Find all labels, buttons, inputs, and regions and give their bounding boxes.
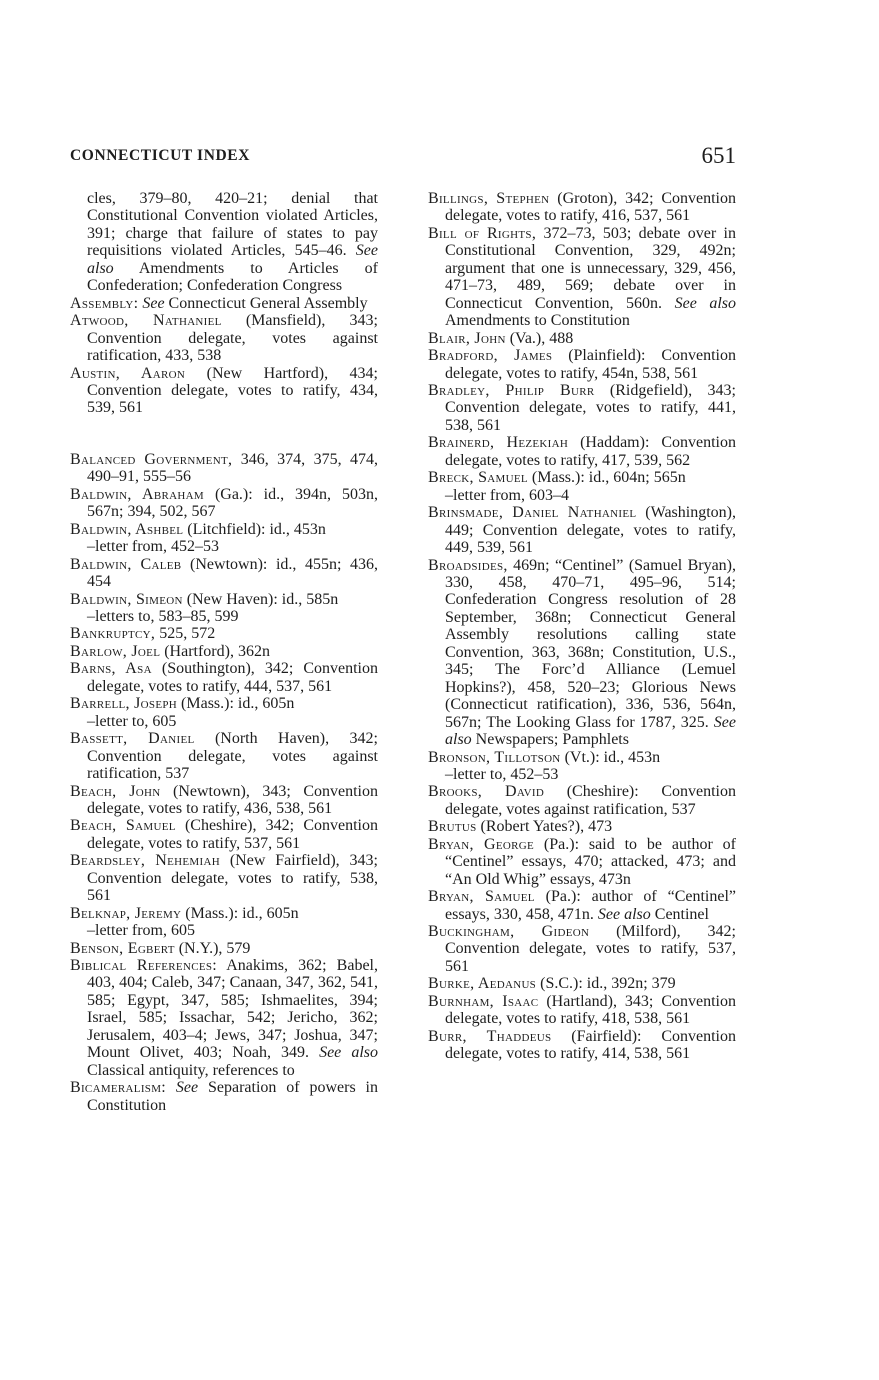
index-subentry <box>428 766 736 783</box>
entry-text: See Separation of powers in Constitution <box>87 1079 379 1114</box>
entry-heading: Beach, John <box>70 782 161 800</box>
index-subentry <box>70 713 378 730</box>
index-entry <box>70 940 378 957</box>
entry-text: Anakims, 362; Babel, 403, 404; Caleb, 347; Canaan, 347, 362, 541, 585; Egypt, 347, 585; Ishmaelites, 394; Israel, 585; Issachar, 542; Jericho, 362; Jerusalem, 403–4; Jews, 347; Joshua, 347; Mount Olivet, 403; Noah, 349. See also Classical antiquity, references to <box>87 957 379 1079</box>
entry-text: (N.Y.), 579 <box>174 939 251 957</box>
entry-text: (Fairfield): Convention delegate, votes to ratify, 414, 538, 561 <box>445 1027 737 1063</box>
entry-text: (Newtown), 343; Convention delegate, votes to ratify, 436, 538, 561 <box>87 782 378 817</box>
index-subentry <box>70 538 378 555</box>
entry-heading: Belknap, Jeremy <box>70 904 182 922</box>
entry-text: (New Hartford), 434; Convention delegate, votes to ratify, 434, 539, 561 <box>87 364 378 417</box>
entry-heading: Bradley, Philip Burr <box>428 381 595 399</box>
entry-heading: Blair, John <box>428 329 506 347</box>
index-entry <box>428 504 736 556</box>
entry-text: (Pa.): said to be author of “Centinel” essays, 470; attacked, 473; and “An Old Whig” essays, 473n <box>445 835 736 888</box>
page-number: 651 <box>701 143 736 168</box>
entry-heading: Baldwin, Abraham <box>70 485 204 503</box>
entry-text: 346, 374, 375, 474, 490–91, 555–56 <box>87 450 379 486</box>
index-entry <box>70 521 378 538</box>
index-entry <box>428 749 736 766</box>
page-header <box>70 143 736 173</box>
entry-heading: Beach, Samuel <box>70 817 176 835</box>
entry-text: –letter from, 452–53 <box>87 538 219 556</box>
entry-text: –letter from, 603–4 <box>445 486 569 504</box>
entry-text: 525, 572 <box>155 625 216 643</box>
entry-text: (Ga.): id., 394n, 503n, 567n; 394, 502, 567 <box>87 485 378 521</box>
index-entry <box>70 1079 378 1114</box>
entry-heading: Balanced Government, <box>70 450 233 468</box>
entry-heading: Baldwin, Caleb <box>70 555 182 573</box>
index-subentry <box>70 922 378 939</box>
entry-text: (Hartland), 343; Convention delegate, votes to ratify, 418, 538, 561 <box>445 992 736 1028</box>
index-entry <box>428 434 736 469</box>
index-entry <box>70 591 378 608</box>
entry-heading: Barrell, Joseph <box>70 695 178 713</box>
index-entry <box>70 695 378 712</box>
entry-heading: Assembly: <box>70 294 139 312</box>
entry-heading: Burke, Aedanus <box>428 975 537 993</box>
entry-heading: Brainerd, Hezekiah <box>428 434 569 452</box>
entry-text: (Vt.): id., 453n <box>560 748 661 766</box>
entry-heading: Burr, Thaddeus <box>428 1027 552 1045</box>
index-entry <box>428 836 736 888</box>
index-entry <box>70 486 378 521</box>
entry-text: (Haddam): Convention delegate, votes to ratify, 417, 539, 562 <box>445 434 736 469</box>
entry-heading: Breck, Samuel <box>428 469 528 487</box>
entry-heading: Broadsides, <box>428 556 508 574</box>
entry-heading: Baldwin, Ashbel <box>70 520 184 538</box>
entry-text: cles, 379–80, 420–21; denial that Constitutional Convention violated Articles, 391; charge that failure of states to pay requisitions violated Articles, 545–46. See also Amendments to Articles of Confederation; Confederation Congress <box>87 190 378 295</box>
entry-text: (Robert Yates?), 473 <box>476 818 613 836</box>
index-entry <box>70 625 378 642</box>
index-entry <box>428 975 736 992</box>
entry-heading: Bill of Rights, <box>428 224 537 242</box>
entry-heading: Bicameralism: <box>70 1079 167 1097</box>
index-subentry <box>70 608 378 625</box>
entry-heading: Brinsmade, Daniel Nathaniel <box>428 504 637 522</box>
index-subentry <box>428 487 736 504</box>
index-column-left <box>70 190 378 1114</box>
index-entry <box>428 225 736 330</box>
index-entry <box>428 330 736 347</box>
entry-text: (Ridgefield), 343; Convention delegate, votes to ratify, 441, 538, 561 <box>445 381 736 434</box>
entry-text: 372–73, 503; debate over in Constitutional Convention, 329, 492n; argument that one is unnecessary, 329, 456, 471–73, 489, 569; debate over in Connecticut Convention, 560n. See also Amendments to Constitution <box>445 224 737 330</box>
entry-text: (Milford), 342; Convention delegate, votes to ratify, 537, 561 <box>445 923 736 975</box>
index-column-right <box>428 190 736 1063</box>
section-spacer <box>70 417 378 451</box>
index-entry <box>428 190 736 225</box>
entry-text: –letter from, 605 <box>87 922 195 940</box>
entry-text: (Mansfield), 343; Convention delegate, votes against ratification, 433, 538 <box>87 312 378 365</box>
entry-text: –letter to, 452–53 <box>445 765 559 783</box>
entry-text: –letter to, 605 <box>87 712 177 730</box>
index-entry <box>70 295 378 312</box>
entry-heading: Atwood, Nathaniel <box>70 312 222 330</box>
entry-text: (Mass.): id., 604n; 565n <box>527 469 686 487</box>
entry-text: (North Haven), 342; Convention delegate, votes against ratification, 537 <box>87 730 378 783</box>
entry-text: (Hartford), 362n <box>160 642 270 660</box>
index-entry <box>428 818 736 835</box>
index-entry <box>428 557 736 749</box>
entry-heading: Bassett, Daniel <box>70 730 195 748</box>
entry-text: (Litchfield): id., 453n <box>183 520 326 538</box>
index-entry <box>428 469 736 486</box>
entry-text: (Cheshire): Convention delegate, votes against ratification, 537 <box>445 783 736 818</box>
entry-text: (Mass.): id., 605n <box>177 695 295 713</box>
entry-text: (S.C.): id., 392n; 379 <box>536 975 676 993</box>
entry-text: (Newtown): id., 455n; 436, 454 <box>87 555 379 591</box>
index-entry <box>70 817 378 852</box>
entry-text: 469n; “Centinel” (Samuel Bryan), 330, 458, 470–71, 495–96, 514; Confederation Congress resolution of 28 September, 368n; Connecticut General Assembly resolutions calling state Convention, 363, 368n; Constitution, U.S., 345; The Forc’d Alliance (Lemuel Hopkins?), 458, 520–23; Glorious News (Connecticut ratification), 336, 536, 564n, 567n; The Looking Glass for 1787, 325. See also Newspapers; Pamphlets <box>445 556 736 749</box>
index-entry <box>428 347 736 382</box>
index-entry <box>428 783 736 818</box>
index-entry <box>428 993 736 1028</box>
index-entry <box>70 643 378 660</box>
index-entry <box>428 923 736 975</box>
entry-heading: Biblical References: <box>70 957 218 975</box>
entry-text: (Mass.): id., 605n <box>181 904 299 922</box>
index-entry <box>428 888 736 923</box>
entry-text: (Cheshire), 342; Convention delegate, votes to ratify, 537, 561 <box>87 817 378 852</box>
entry-heading: Bronson, Tillotson <box>428 748 561 766</box>
entry-text: (Pa.): author of “Centinel” essays, 330, 458, 471n. See also Centinel <box>445 888 737 923</box>
entry-heading: Buckingham, Gideon <box>428 923 590 941</box>
index-entry <box>70 957 378 1079</box>
running-head: CONNECTICUT INDEX <box>70 147 251 164</box>
entry-heading: Baldwin, Simeon <box>70 590 183 608</box>
index-entry <box>70 556 378 591</box>
entry-heading: Billings, Stephen <box>428 190 550 207</box>
index-entry <box>428 1028 736 1063</box>
entry-text: See Connecticut General Assembly <box>142 294 368 312</box>
entry-heading: Bankruptcy, <box>70 625 156 643</box>
entry-text: (Groton), 342; Convention delegate, votes to ratify, 416, 537, 561 <box>445 190 737 225</box>
index-entry <box>70 852 378 904</box>
entry-heading: Barlow, Joel <box>70 642 161 660</box>
entry-text: (Va.), 488 <box>505 329 574 347</box>
index-entry <box>70 660 378 695</box>
entry-heading: Brutus <box>428 818 477 836</box>
entry-heading: Austin, Aaron <box>70 364 186 382</box>
entry-text: (Southington), 342; Convention delegate, votes to ratify, 444, 537, 561 <box>87 660 378 695</box>
entry-heading: Bryan, George <box>428 835 535 853</box>
entry-text: (New Fairfield), 343; Convention delegate, votes to ratify, 538, 561 <box>87 852 378 905</box>
entry-heading: Bryan, Samuel <box>428 888 535 906</box>
index-entry <box>70 190 378 295</box>
entry-text: (New Haven): id., 585n <box>182 590 339 608</box>
index-entry <box>70 783 378 818</box>
entry-heading: Burnham, Isaac <box>428 992 539 1010</box>
index-entry <box>428 382 736 434</box>
entry-text: –letters to, 583–85, 599 <box>87 607 239 625</box>
entry-text: (Washington), 449; Convention delegate, votes to ratify, 449, 539, 561 <box>445 504 736 557</box>
index-entry <box>70 451 378 486</box>
entry-heading: Beardsley, Nehemiah <box>70 852 220 870</box>
entry-heading: Barns, Asa <box>70 660 152 678</box>
index-entry <box>70 365 378 417</box>
entry-heading: Brooks, David <box>428 783 545 801</box>
index-entry <box>70 730 378 782</box>
index-entry <box>70 312 378 364</box>
entry-heading: Bradford, James <box>428 347 553 365</box>
entry-text: (Plainfield): Convention delegate, votes to ratify, 454n, 538, 561 <box>445 347 736 382</box>
entry-heading: Benson, Egbert <box>70 939 175 957</box>
index-entry <box>70 905 378 922</box>
